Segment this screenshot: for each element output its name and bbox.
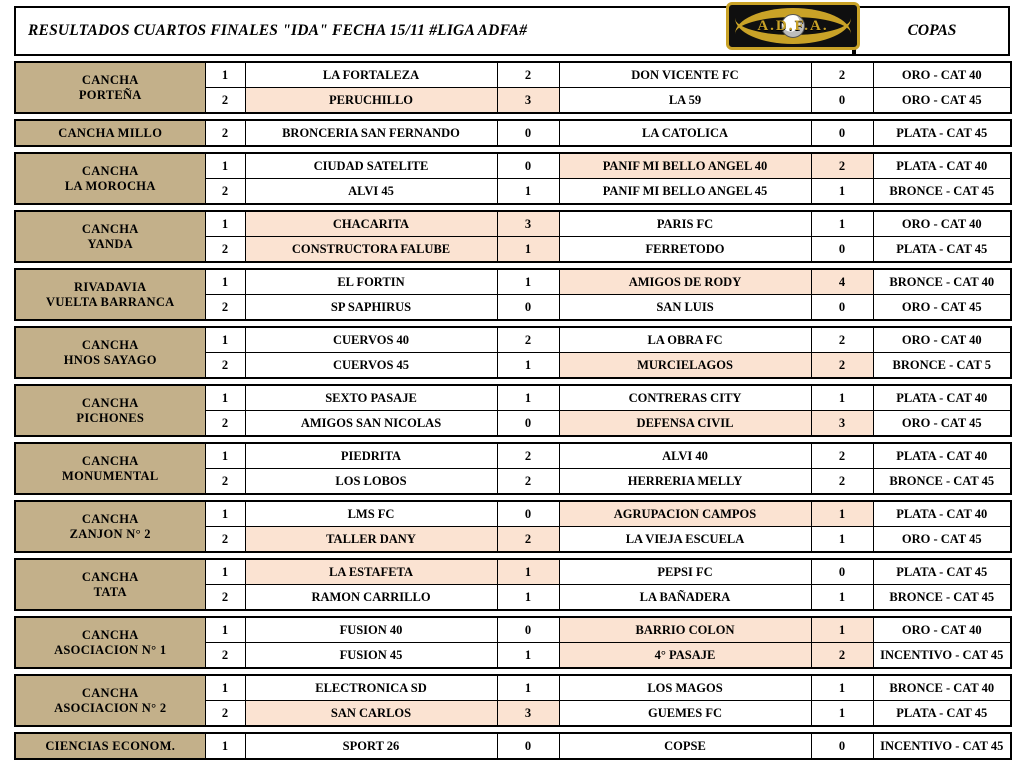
away-team: LA 59 <box>559 88 811 114</box>
away-score: 1 <box>811 385 873 411</box>
match-number: 1 <box>205 269 245 295</box>
away-score: 1 <box>811 211 873 237</box>
venue-group <box>14 732 1010 760</box>
home-team: RAMON CARRILLO <box>245 585 497 611</box>
match-number: 1 <box>205 675 245 701</box>
venue-line: ASOCIACION N° 1 <box>54 642 167 657</box>
venue-cell <box>15 501 205 552</box>
venue-line: PORTEÑA <box>78 87 142 102</box>
match-number: 2 <box>205 469 245 495</box>
match-row <box>15 211 1011 237</box>
venue-group-table <box>14 500 1012 553</box>
match-row <box>15 153 1011 179</box>
match-number: 1 <box>205 733 245 759</box>
match-number: 2 <box>205 237 245 263</box>
home-score: 1 <box>497 269 559 295</box>
home-team: PERUCHILLO <box>245 88 497 114</box>
home-team: CUERVOS 45 <box>245 353 497 379</box>
away-score: 2 <box>811 643 873 669</box>
venue-group-table <box>14 152 1012 205</box>
copa-cell: PLATA - CAT 45 <box>873 701 1011 727</box>
away-score: 0 <box>811 733 873 759</box>
copa-cell: BRONCE - CAT 45 <box>873 469 1011 495</box>
copa-cell: ORO - CAT 40 <box>873 327 1011 353</box>
logo-letters: A.D.F.A. <box>757 17 829 34</box>
home-score: 2 <box>497 469 559 495</box>
away-score: 2 <box>811 327 873 353</box>
venue-cell <box>15 617 205 668</box>
results-groups <box>14 61 1010 760</box>
venue-group-table <box>14 674 1012 727</box>
venue-line: MONUMENTAL <box>61 468 159 483</box>
copa-cell: PLATA - CAT 40 <box>873 501 1011 527</box>
away-team: LA CATOLICA <box>559 120 811 146</box>
copa-cell: PLATA - CAT 45 <box>873 559 1011 585</box>
home-score: 0 <box>497 153 559 179</box>
venue-line: CANCHA <box>81 337 139 352</box>
away-score: 1 <box>811 617 873 643</box>
home-team: SEXTO PASAJE <box>245 385 497 411</box>
home-team: LMS FC <box>245 501 497 527</box>
away-score: 0 <box>811 237 873 263</box>
venue-group-table <box>14 268 1012 321</box>
away-score: 2 <box>811 153 873 179</box>
venue-line: CANCHA <box>81 221 139 236</box>
match-row <box>15 617 1011 643</box>
away-team: CONTRERAS CITY <box>559 385 811 411</box>
match-row <box>15 733 1011 759</box>
away-team: PEPSI FC <box>559 559 811 585</box>
match-number: 2 <box>205 353 245 379</box>
copa-cell: ORO - CAT 40 <box>873 62 1011 88</box>
away-score: 1 <box>811 501 873 527</box>
home-team: PIEDRITA <box>245 443 497 469</box>
away-team: COPSE <box>559 733 811 759</box>
match-number: 1 <box>205 327 245 353</box>
match-row <box>15 62 1011 88</box>
match-number: 2 <box>205 120 245 146</box>
venue-cell <box>15 120 205 146</box>
venue-line: LA MOROCHA <box>64 178 156 193</box>
home-score: 2 <box>497 443 559 469</box>
copa-cell: PLATA - CAT 45 <box>873 237 1011 263</box>
copa-cell: ORO - CAT 40 <box>873 211 1011 237</box>
venue-line: HNOS SAYAGO <box>63 352 157 367</box>
copa-cell: INCENTIVO - CAT 45 <box>873 643 1011 669</box>
copa-cell: BRONCE - CAT 45 <box>873 585 1011 611</box>
away-team: BARRIO COLON <box>559 617 811 643</box>
away-team: AGRUPACION CAMPOS <box>559 501 811 527</box>
match-number: 2 <box>205 643 245 669</box>
home-score: 1 <box>497 353 559 379</box>
venue-cell <box>15 153 205 204</box>
home-score: 0 <box>497 501 559 527</box>
copa-cell: PLATA - CAT 40 <box>873 385 1011 411</box>
away-score: 1 <box>811 527 873 553</box>
venue-cell <box>15 269 205 320</box>
venue-group <box>14 210 1010 263</box>
match-row <box>15 120 1011 146</box>
venue-cell <box>15 62 205 113</box>
away-team: PANIF MI BELLO ANGEL 45 <box>559 179 811 205</box>
venue-group <box>14 500 1010 553</box>
home-team: LA FORTALEZA <box>245 62 497 88</box>
match-number: 1 <box>205 443 245 469</box>
match-number: 2 <box>205 411 245 437</box>
match-number: 2 <box>205 585 245 611</box>
match-number: 1 <box>205 62 245 88</box>
away-score: 0 <box>811 120 873 146</box>
home-score: 3 <box>497 211 559 237</box>
away-score: 0 <box>811 295 873 321</box>
venue-line: CANCHA <box>81 627 139 642</box>
away-score: 2 <box>811 469 873 495</box>
match-row <box>15 385 1011 411</box>
home-team: LA ESTAFETA <box>245 559 497 585</box>
home-score: 0 <box>497 617 559 643</box>
away-team: AMIGOS DE RODY <box>559 269 811 295</box>
away-team: MURCIELAGOS <box>559 353 811 379</box>
venue-group-table <box>14 119 1012 147</box>
match-number: 1 <box>205 153 245 179</box>
home-score: 0 <box>497 733 559 759</box>
home-team: BRONCERIA SAN FERNANDO <box>245 120 497 146</box>
venue-line: VUELTA BARRANCA <box>46 294 175 309</box>
copa-cell: ORO - CAT 45 <box>873 88 1011 114</box>
venue-group <box>14 558 1010 611</box>
venue-cell <box>15 559 205 610</box>
copa-cell: ORO - CAT 40 <box>873 617 1011 643</box>
match-row <box>15 501 1011 527</box>
copa-cell: ORO - CAT 45 <box>873 295 1011 321</box>
away-score: 1 <box>811 701 873 727</box>
away-score: 1 <box>811 675 873 701</box>
venue-group-table <box>14 732 1012 760</box>
copa-cell: PLATA - CAT 40 <box>873 153 1011 179</box>
away-team: SAN LUIS <box>559 295 811 321</box>
match-number: 2 <box>205 295 245 321</box>
away-team: DEFENSA CIVIL <box>559 411 811 437</box>
away-score: 2 <box>811 443 873 469</box>
away-team: LA BAÑADERA <box>559 585 811 611</box>
venue-group <box>14 442 1010 495</box>
away-team: PANIF MI BELLO ANGEL 40 <box>559 153 811 179</box>
away-team: LA VIEJA ESCUELA <box>559 527 811 553</box>
home-team: CUERVOS 40 <box>245 327 497 353</box>
venue-line: ZANJON N° 2 <box>69 526 151 541</box>
match-number: 2 <box>205 527 245 553</box>
venue-cell <box>15 327 205 378</box>
home-score: 3 <box>497 88 559 114</box>
venue-line: YANDA <box>87 236 133 251</box>
home-score: 1 <box>497 585 559 611</box>
match-number: 1 <box>205 385 245 411</box>
away-team: DON VICENTE FC <box>559 62 811 88</box>
venue-line: CANCHA <box>81 72 139 87</box>
copa-cell: BRONCE - CAT 40 <box>873 269 1011 295</box>
copa-cell: BRONCE - CAT 45 <box>873 179 1011 205</box>
league-logo <box>726 2 860 50</box>
home-team: FUSION 45 <box>245 643 497 669</box>
match-number: 2 <box>205 88 245 114</box>
copa-cell: ORO - CAT 45 <box>873 411 1011 437</box>
away-team: PARIS FC <box>559 211 811 237</box>
away-score: 2 <box>811 353 873 379</box>
venue-group <box>14 61 1010 114</box>
away-score: 3 <box>811 411 873 437</box>
home-score: 1 <box>497 179 559 205</box>
venue-group-table <box>14 61 1012 114</box>
home-team: ALVI 45 <box>245 179 497 205</box>
match-row <box>15 559 1011 585</box>
venue-group <box>14 326 1010 379</box>
venue-group <box>14 384 1010 437</box>
copa-cell: BRONCE - CAT 5 <box>873 353 1011 379</box>
copa-cell: INCENTIVO - CAT 45 <box>873 733 1011 759</box>
home-team: CIUDAD SATELITE <box>245 153 497 179</box>
copa-cell: PLATA - CAT 40 <box>873 443 1011 469</box>
venue-group <box>14 119 1010 147</box>
away-score: 1 <box>811 179 873 205</box>
match-row <box>15 327 1011 353</box>
home-team: TALLER DANY <box>245 527 497 553</box>
venue-group-table <box>14 616 1012 669</box>
home-team: EL FORTIN <box>245 269 497 295</box>
away-score: 2 <box>811 62 873 88</box>
venue-group-table <box>14 210 1012 263</box>
venue-line: CANCHA <box>81 511 139 526</box>
away-team: LA OBRA FC <box>559 327 811 353</box>
match-row <box>15 443 1011 469</box>
home-score: 1 <box>497 643 559 669</box>
venue-line: ASOCIACION N° 2 <box>54 700 167 715</box>
venue-cell <box>15 733 205 759</box>
venue-line: TATA <box>93 584 127 599</box>
match-number: 2 <box>205 179 245 205</box>
away-score: 0 <box>811 559 873 585</box>
venue-group <box>14 674 1010 727</box>
venue-group <box>14 152 1010 205</box>
away-team: LOS MAGOS <box>559 675 811 701</box>
home-score: 1 <box>497 237 559 263</box>
home-score: 3 <box>497 701 559 727</box>
away-score: 0 <box>811 88 873 114</box>
home-score: 0 <box>497 295 559 321</box>
copa-cell: PLATA - CAT 45 <box>873 120 1011 146</box>
copa-cell: ORO - CAT 45 <box>873 527 1011 553</box>
venue-line: CANCHA <box>81 569 139 584</box>
match-number: 1 <box>205 211 245 237</box>
match-number: 1 <box>205 617 245 643</box>
copa-cell: BRONCE - CAT 40 <box>873 675 1011 701</box>
venue-line: CANCHA <box>81 453 139 468</box>
match-number: 2 <box>205 701 245 727</box>
home-team: CHACARITA <box>245 211 497 237</box>
venue-group-table <box>14 558 1012 611</box>
home-score: 2 <box>497 327 559 353</box>
venue-line: CANCHA <box>81 395 139 410</box>
home-team: AMIGOS SAN NICOLAS <box>245 411 497 437</box>
home-score: 1 <box>497 559 559 585</box>
venue-group <box>14 616 1010 669</box>
match-row <box>15 269 1011 295</box>
home-score: 2 <box>497 527 559 553</box>
venue-line: PICHONES <box>76 410 145 425</box>
venue-group <box>14 268 1010 321</box>
away-score: 1 <box>811 585 873 611</box>
home-team: SP SAPHIRUS <box>245 295 497 321</box>
venue-line: CIENCIAS ECONOM. <box>45 738 176 753</box>
header-table <box>14 6 1010 56</box>
venue-group-table <box>14 326 1012 379</box>
venue-line: RIVADAVIA <box>74 279 147 294</box>
home-score: 0 <box>497 411 559 437</box>
venue-line: CANCHA <box>81 685 139 700</box>
home-team: LOS LOBOS <box>245 469 497 495</box>
venue-cell <box>15 211 205 262</box>
match-number: 1 <box>205 501 245 527</box>
home-team: FUSION 40 <box>245 617 497 643</box>
away-score: 4 <box>811 269 873 295</box>
venue-cell <box>15 443 205 494</box>
away-team: GUEMES FC <box>559 701 811 727</box>
away-team: FERRETODO <box>559 237 811 263</box>
home-team: ELECTRONICA SD <box>245 675 497 701</box>
page-title: RESULTADOS CUARTOS FINALES "IDA" FECHA 15/11 #LIGA ADFA# <box>14 6 854 56</box>
home-team: CONSTRUCTORA FALUBE <box>245 237 497 263</box>
venue-cell <box>15 385 205 436</box>
match-row <box>15 675 1011 701</box>
match-number: 1 <box>205 559 245 585</box>
home-team: SPORT 26 <box>245 733 497 759</box>
copas-header: COPAS <box>854 6 1010 56</box>
home-score: 2 <box>497 62 559 88</box>
venue-group-table <box>14 384 1012 437</box>
venue-group-table <box>14 442 1012 495</box>
venue-line: CANCHA <box>81 163 139 178</box>
home-score: 1 <box>497 675 559 701</box>
venue-line: CANCHA MILLO <box>58 125 163 140</box>
venue-cell <box>15 675 205 726</box>
away-team: ALVI 40 <box>559 443 811 469</box>
home-score: 0 <box>497 120 559 146</box>
away-team: 4° PASAJE <box>559 643 811 669</box>
home-team: SAN CARLOS <box>245 701 497 727</box>
away-team: HERRERIA MELLY <box>559 469 811 495</box>
home-score: 1 <box>497 385 559 411</box>
